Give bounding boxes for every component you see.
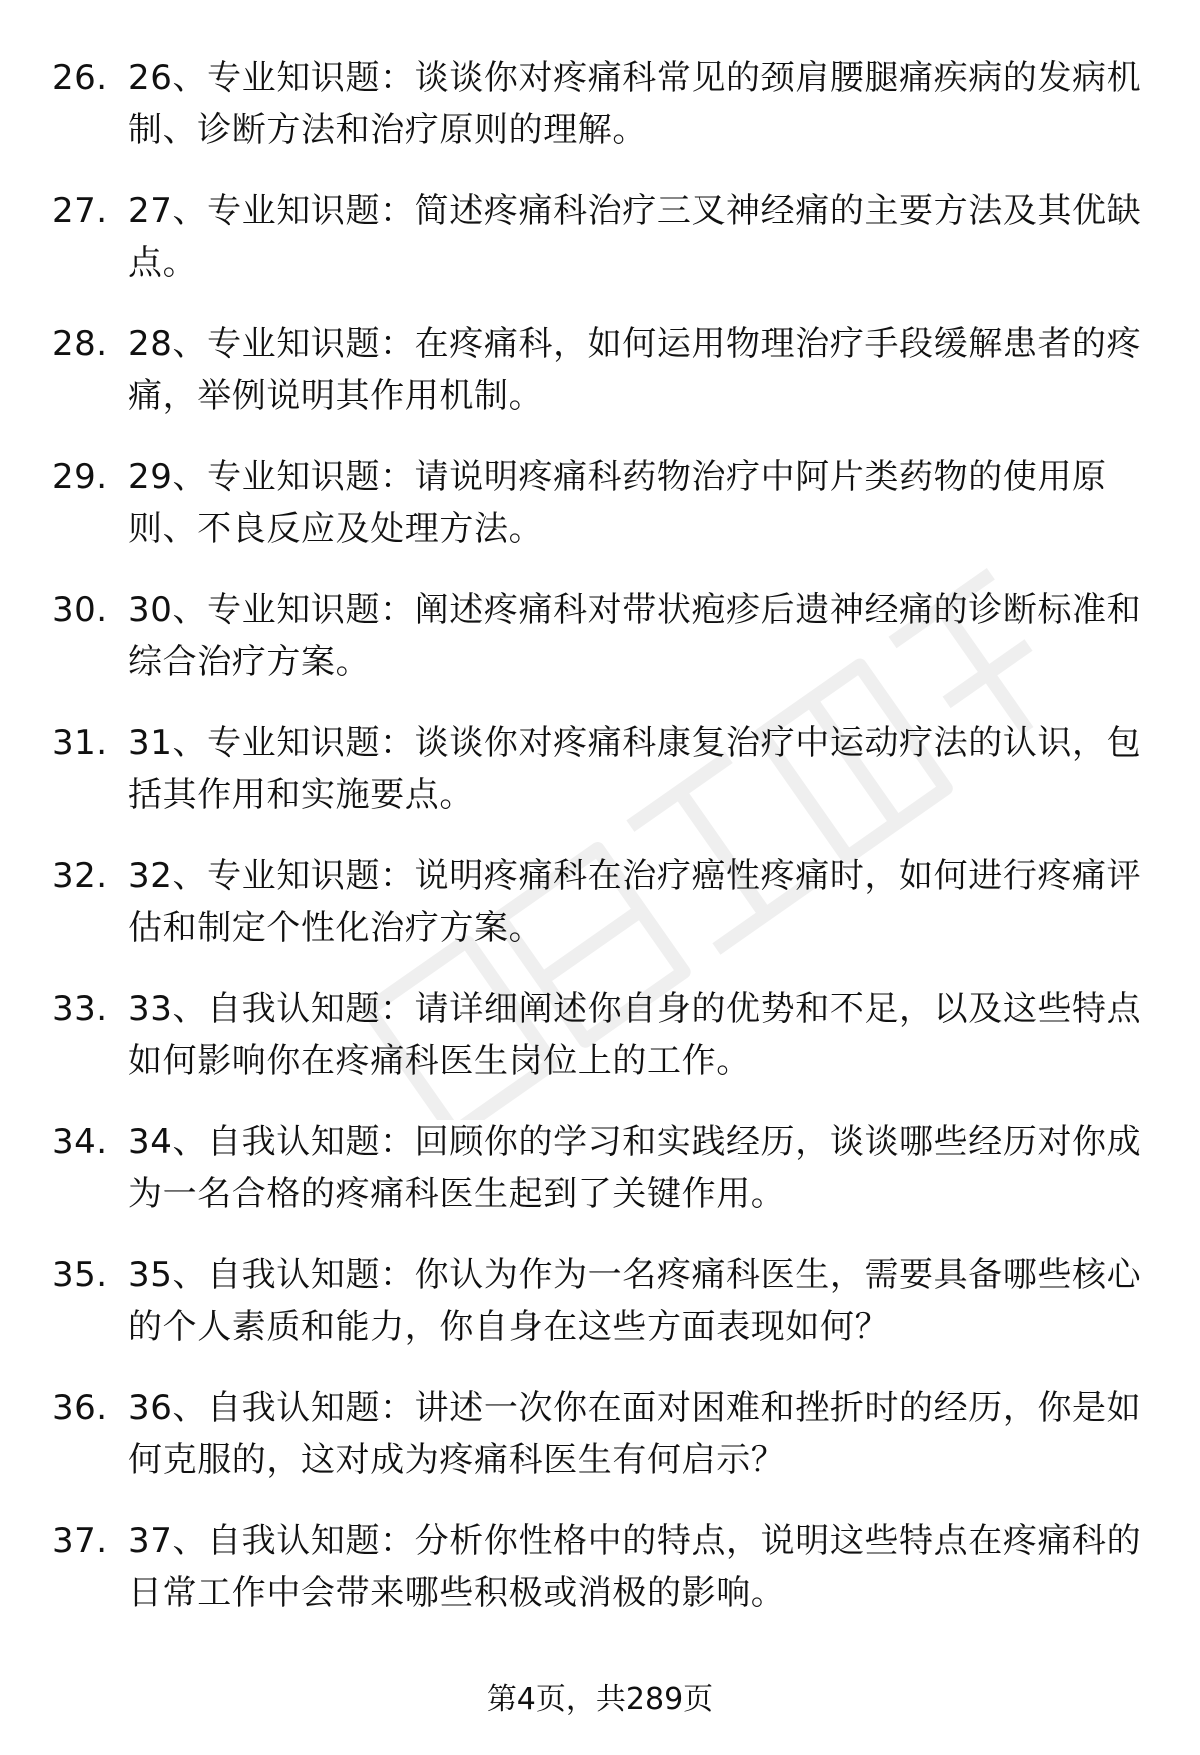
question-text: 35、自我认知题：你认为作为一名疼痛科医生，需要具备哪些核心的个人素质和能力，你自身在这些方面表现如何？ [128, 1255, 1142, 1347]
question-number: 31. [52, 723, 108, 763]
list-item [0, 52, 1200, 178]
question-number: 28. [52, 324, 108, 364]
question-number: 33. [52, 989, 108, 1029]
question-text: 34、自我认知题：回顾你的学习和实践经历，谈谈哪些经历对你成为一名合格的疼痛科医生起到了关键作用。 [128, 1122, 1142, 1214]
question-text: 36、自我认知题：讲述一次你在面对困难和挫折时的经历，你是如何克服的，这对成为疼痛科医生有何启示？ [128, 1388, 1142, 1480]
question-number: 29. [52, 457, 108, 497]
list-item [0, 584, 1200, 710]
list-item [0, 1515, 1200, 1641]
list-item [0, 717, 1200, 843]
page-footer: 第4页，共289页 [486, 1682, 714, 1717]
list-item [0, 1116, 1200, 1242]
question-text: 29、专业知识题：请说明疼痛科药物治疗中阿片类药物的使用原则、不良反应及处理方法。 [128, 457, 1107, 549]
question-text: 26、专业知识题：谈谈你对疼痛科常见的颈肩腰腿痛疾病的发病机制、诊断方法和治疗原则的理解。 [128, 58, 1142, 150]
question-number: 27. [52, 191, 108, 231]
question-number: 30. [52, 590, 108, 630]
question-text: 33、自我认知题：请详细阐述你自身的优势和不足，以及这些特点如何影响你在疼痛科医生岗位上的工作。 [128, 989, 1142, 1081]
question-list [0, 52, 1200, 1648]
question-number: 26. [52, 58, 108, 98]
question-text: 31、专业知识题：谈谈你对疼痛科康复治疗中运动疗法的认识，包括其作用和实施要点。 [128, 723, 1142, 815]
list-item [0, 1382, 1200, 1508]
question-text: 32、专业知识题：说明疼痛科在治疗癌性疼痛时，如何进行疼痛评估和制定个性化治疗方案。 [128, 856, 1142, 948]
question-number: 32. [52, 856, 108, 896]
list-item [0, 850, 1200, 976]
question-number: 36. [52, 1388, 108, 1428]
question-number: 37. [52, 1521, 108, 1561]
list-item [0, 983, 1200, 1109]
question-text: 30、专业知识题：阐述疼痛科对带状疱疹后遗神经痛的诊断标准和综合治疗方案。 [128, 590, 1142, 682]
question-text: 28、专业知识题：在疼痛科，如何运用物理治疗手段缓解患者的疼痛，举例说明其作用机制。 [128, 324, 1142, 416]
question-number: 34. [52, 1122, 108, 1162]
list-item [0, 1249, 1200, 1375]
list-item [0, 185, 1200, 311]
list-item [0, 451, 1200, 577]
question-text: 37、自我认知题：分析你性格中的特点，说明这些特点在疼痛科的日常工作中会带来哪些积极或消极的影响。 [128, 1521, 1142, 1613]
question-text: 27、专业知识题：简述疼痛科治疗三叉神经痛的主要方法及其优缺点。 [128, 191, 1142, 283]
list-item [0, 318, 1200, 444]
question-number: 35. [52, 1255, 108, 1295]
